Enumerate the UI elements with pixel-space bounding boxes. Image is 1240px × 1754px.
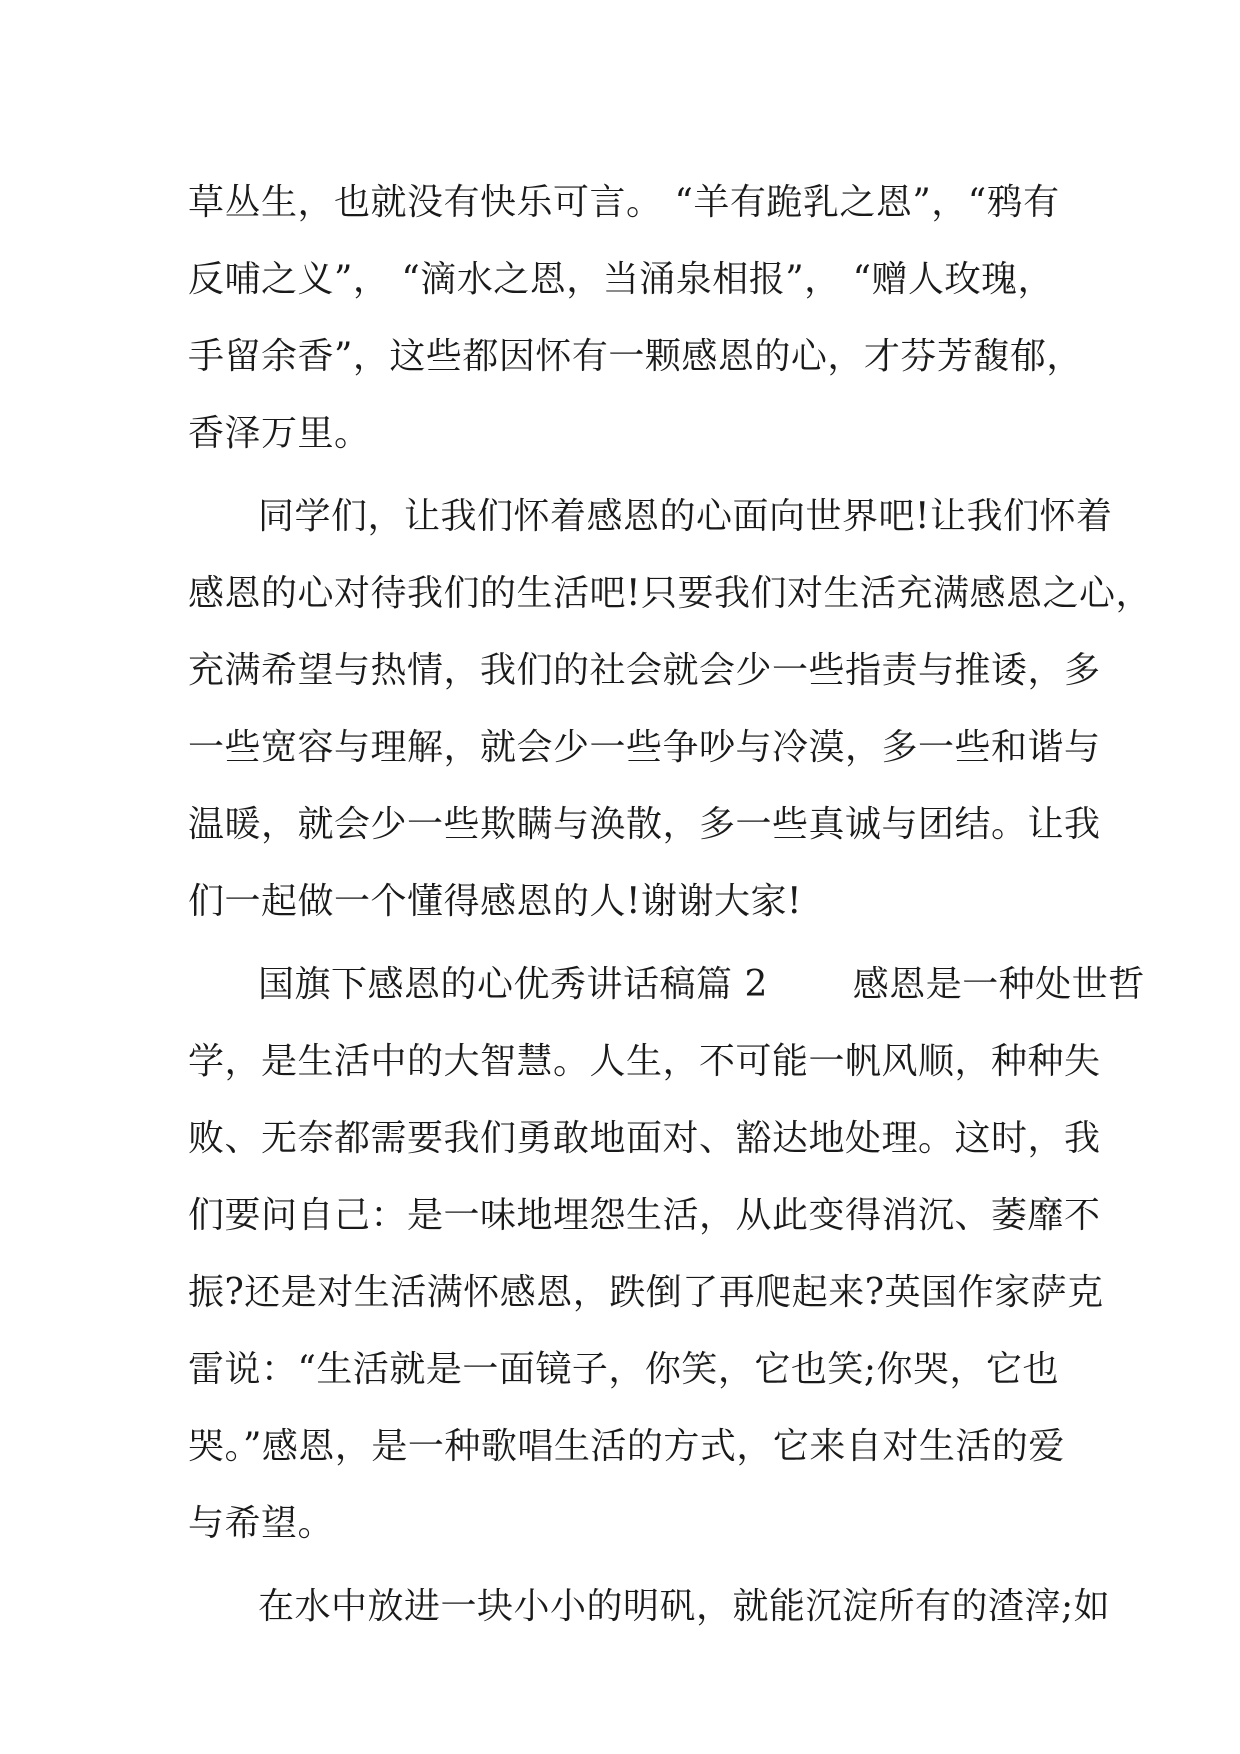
text-line: 温暖，就会少一些欺瞒与涣散，多一些真诚与团结。让我 <box>188 804 1101 845</box>
text-line: 香泽万里。 <box>188 413 371 454</box>
text-line: 草丛生，也就没有快乐可言。 “羊有跪乳之恩”，“鸦有 <box>188 182 1060 223</box>
text-line: 们一起做一个懂得感恩的人!谢谢大家! <box>188 881 802 922</box>
text-line: 与希望。 <box>188 1503 335 1544</box>
paragraph-first-line: 国旗下感恩的心优秀讲话稿篇 2 感恩是一种处世哲 <box>258 964 1145 1005</box>
paragraph-first-line: 同学们，让我们怀着感恩的心面向世界吧!让我们怀着 <box>258 496 1113 537</box>
text-line: 学，是生活中的大智慧。人生，不可能一帆风顺，种种失 <box>188 1041 1101 1082</box>
text-line: 们要问自己：是一味地埋怨生活，从此变得消沉、萎靡不 <box>188 1195 1101 1236</box>
text-line: 充满希望与热情，我们的社会就会少一些指责与推诿，多 <box>188 650 1101 691</box>
text-line: 手留余香”，这些都因怀有一颗感恩的心，才芬芳馥郁， <box>188 336 1083 377</box>
text-line: 感恩的心对待我们的生活吧!只要我们对生活充满感恩之心， <box>188 573 1152 614</box>
text-line: 反哺之义”， “滴水之恩，当涌泉相报”， “赠人玫瑰， <box>188 259 1055 300</box>
paragraph-first-line: 在水中放进一块小小的明矾，就能沉淀所有的渣滓;如 <box>258 1586 1111 1627</box>
text-line: 哭。”感恩，是一种歌唱生活的方式，它来自对生活的爱 <box>188 1426 1065 1467</box>
text-line: 雷说：“生活就是一面镜子，你笑，它也笑;你哭，它也 <box>188 1349 1060 1390</box>
document-body <box>188 164 1152 1645</box>
text-line: 败、无奈都需要我们勇敢地面对、豁达地处理。这时，我 <box>188 1118 1101 1159</box>
text-line: 振?还是对生活满怀感恩，跌倒了再爬起来?英国作家萨克 <box>188 1272 1104 1313</box>
text-line: 一些宽容与理解，就会少一些争吵与冷漠，多一些和谐与 <box>188 727 1101 768</box>
